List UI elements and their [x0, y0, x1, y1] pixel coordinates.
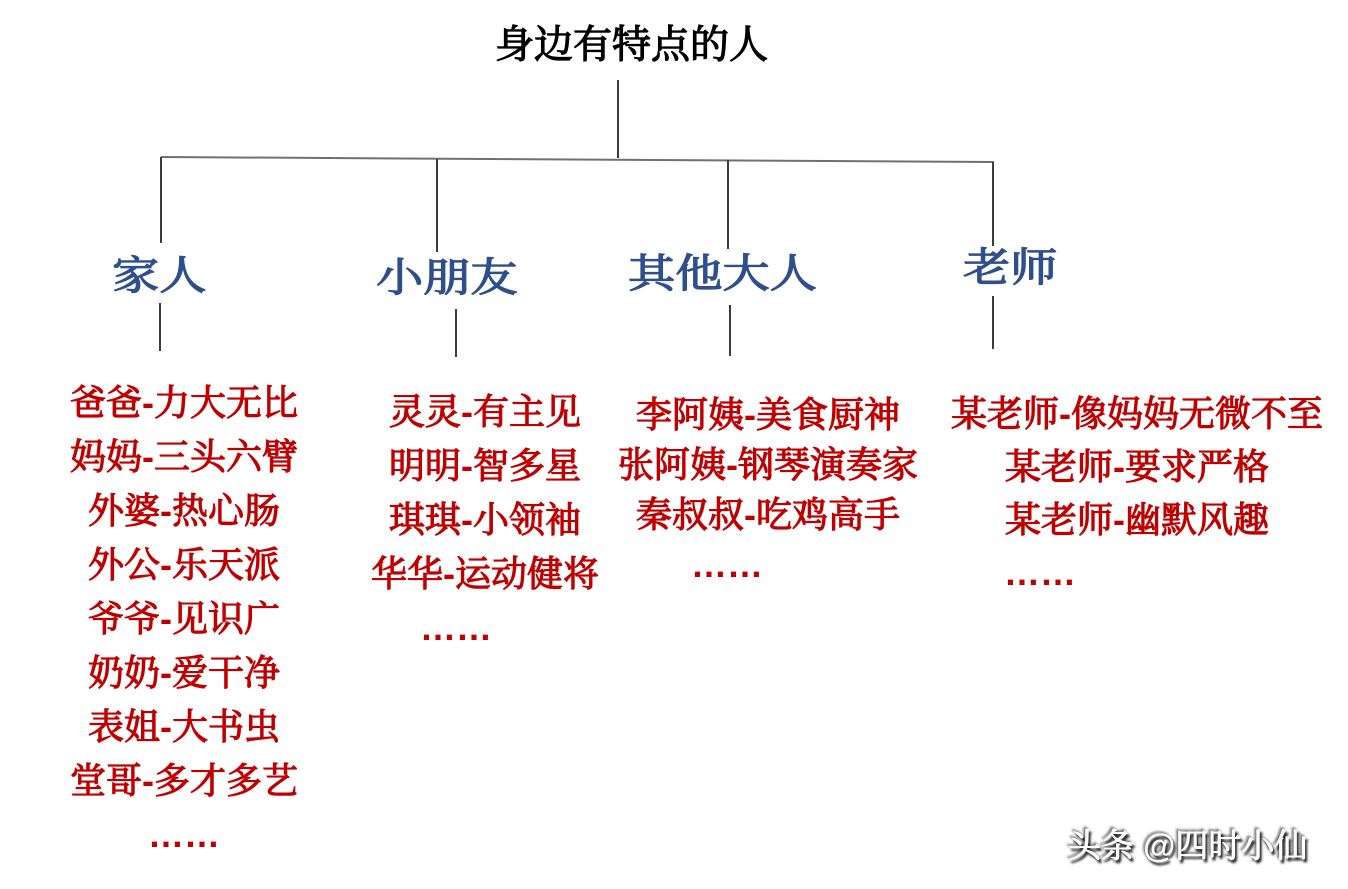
category-label-adults: 其他大人 [628, 252, 817, 296]
branch-crossbar-line [161, 157, 994, 162]
item-text: 爸爸-力大无比 [70, 382, 298, 423]
watermark-text: 头条 @四时小仙 [1068, 827, 1308, 864]
item-text: 堂哥-多才多艺 [70, 760, 298, 801]
item-text: 秦叔叔-吃鸡高手 [636, 494, 900, 535]
item-text: 外婆-热心肠 [88, 490, 280, 531]
item-text: 张阿姨-钢琴演奏家 [618, 444, 918, 485]
item-text: 表姐-大书虫 [88, 706, 280, 747]
item-text: 外公-乐天派 [88, 544, 280, 585]
category-label-kids: 小朋友 [376, 256, 518, 300]
item-list-teachers [928, 387, 1346, 599]
item-text: 明明-智多星 [389, 445, 581, 486]
item-list-kids [340, 385, 630, 655]
item-text: 灵灵-有主见 [389, 391, 581, 432]
item-text: 妈妈-三头六臂 [70, 436, 298, 477]
item-text: 爷爷-见识广 [88, 598, 280, 639]
item-text: 奶奶-爱干净 [88, 652, 280, 693]
category-label-teachers: 老师 [963, 246, 1058, 290]
item-ellipsis: …… [148, 814, 220, 855]
item-list-family [38, 376, 330, 862]
item-text: 琪琪-小领袖 [389, 499, 581, 540]
item-text: 某老师-幽默风趣 [1005, 499, 1269, 540]
diagram-title: 身边有特点的人 [495, 24, 769, 67]
item-text: 李阿姨-美食厨神 [636, 394, 900, 435]
item-ellipsis: …… [691, 544, 763, 585]
item-ellipsis: …… [1004, 552, 1076, 593]
category-label-family: 家人 [112, 254, 207, 298]
item-text: 某老师-像妈妈无微不至 [951, 393, 1323, 434]
item-text: 华华-运动健将 [371, 553, 599, 594]
item-text: 某老师-要求严格 [1005, 446, 1269, 487]
item-ellipsis: …… [420, 607, 492, 648]
